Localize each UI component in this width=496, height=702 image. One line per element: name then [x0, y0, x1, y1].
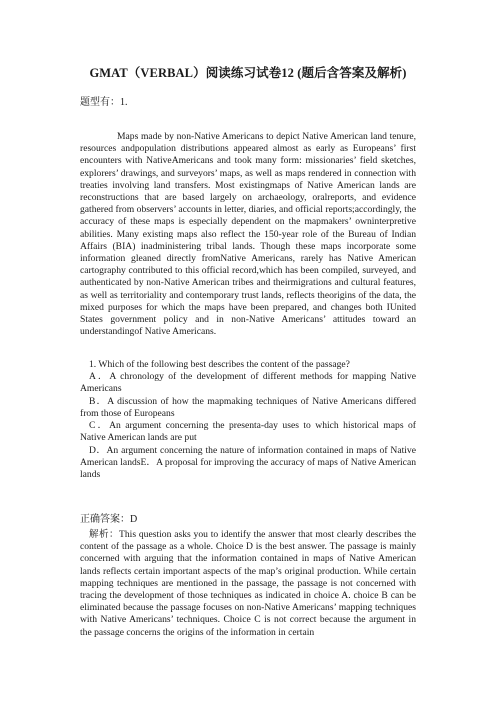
- answer-analysis: 解析：This question asks you to identify the answer that most clearly describes the content of the passage as a whole. Choice D is the best answer. The passage is mainly concerned with arguing that the information contained in maps of Native American lands reflects certain important aspects of the map’s original production. While certain mapping techniques are mentioned in the passage, the passage is not concerned with tracing the development of those techniques as indicated in choice A. choice B can be eliminated because the passage focuses on non-Native Americans’ mapping techniques with Native Americans’ techniques. Choice C is not correct because the argument in the passage concerns the origins of the information in certain: [80, 529, 416, 638]
- document-title: GMAT（VERBAL）阅读练习试卷12 (题后含答案及解析): [89, 66, 407, 80]
- option-d: D．An argument concerning the nature of information contained in maps of Native American landsE．A proposal for improving the accuracy of maps of Native American lands: [80, 445, 416, 481]
- option-a: A．A chronology of the development of different methods for mapping Native Americans: [80, 371, 416, 395]
- reading-passage: Maps made by non-Native Americans to depict Native American land tenure, resources andpopulation distributions appeared almost as early as Europeans’ first encounters with NativeAmericans and took many form: missionaries’ field sketches, explorers’ drawings, and surveyors’ maps, as well as maps rendered in connection with treaties involving land transfers. Most existingmaps of Native American lands are reconstructions that are based largely on archaeology, oralreports, and evidence gathered from observers’ accounts in letter, diaries, and official reports;accordingly, the accuracy of these maps is especially dependent on the mapmakers’ owninterpretive abilities. Many existing maps also reflect the 150-year role of the Bureau of Indian Affairs (BIA) inadministering tribal lands. Though these maps incorporate some information gleaned directly fromNative Americans, rarely has Native American cartography contributed to this official record,which has been compiled, surveyed, and authenticated by non-Native American tribes and theirmigrations and cultural features, as well as territoriality and contemporary trust lands, reflects theorigins of the data, the mixed purposes for which the maps have been prepared, and changes both IUnited States government policy and in non-Native Americans’ attitudes toward an understandingof Native Americans.: [80, 131, 416, 338]
- question-stem: 1. Which of the following best describes the content of the passage?: [89, 359, 350, 370]
- correct-answer: 正确答案：D: [80, 514, 138, 525]
- question-type-line: 题型有：1.: [80, 97, 128, 108]
- option-b: B．A discussion of how the mapmaking techniques of Native Americans differed from those of Europeans: [80, 396, 416, 420]
- option-c: C．An argument concerning the presenta-day uses to which historical maps of Native American lands are put: [80, 420, 416, 444]
